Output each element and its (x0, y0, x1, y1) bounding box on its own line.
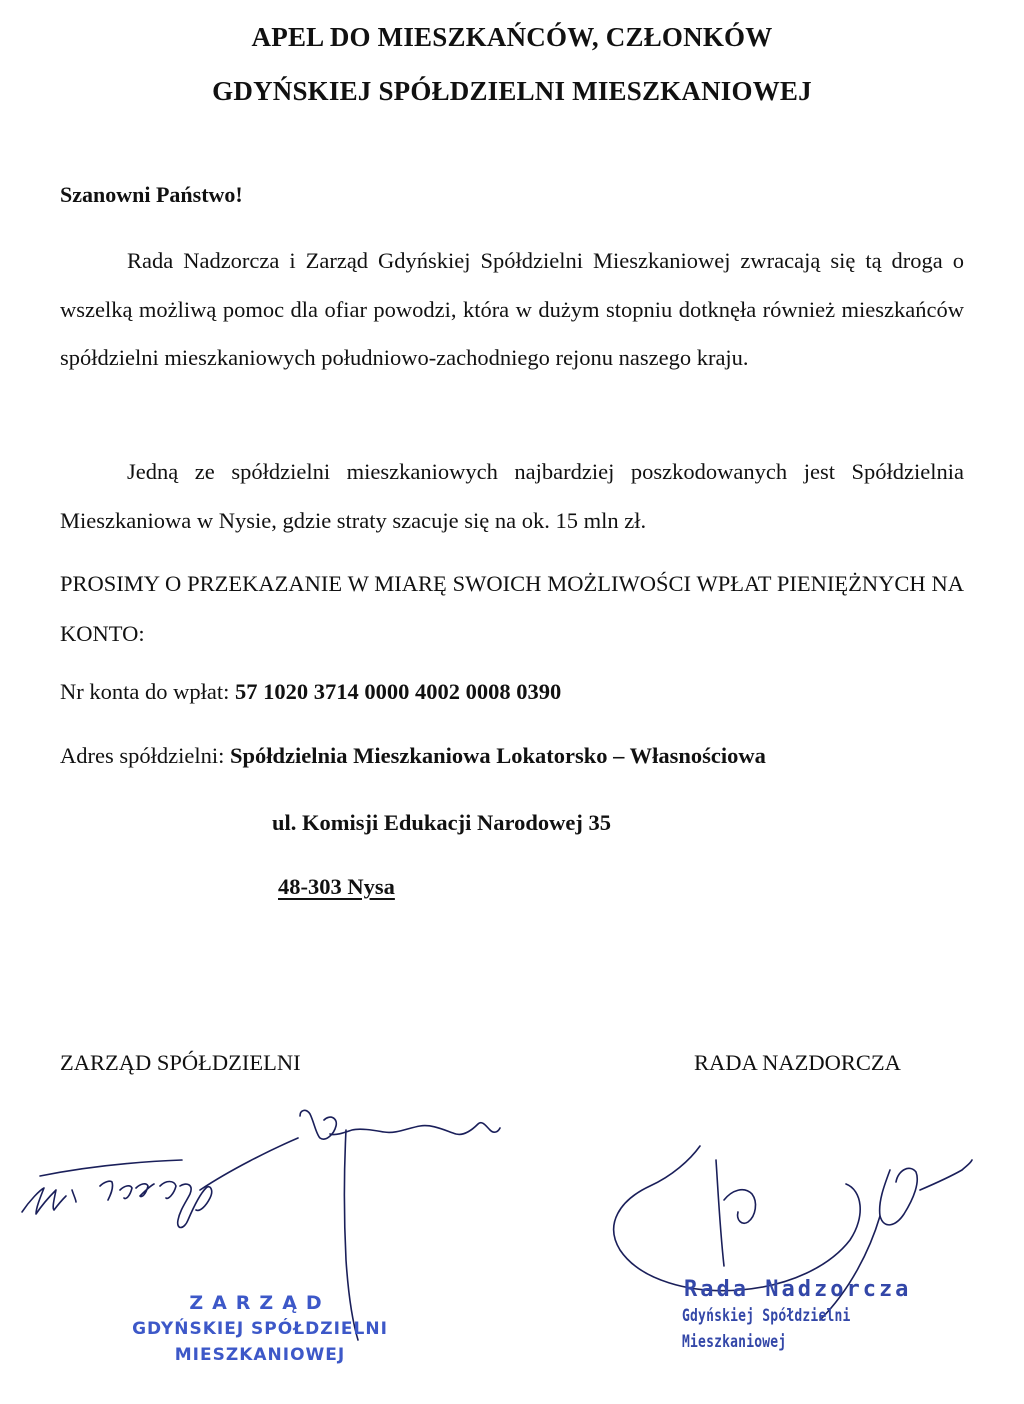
stamp-council-line2: Gdyńskiej Spółdzielni Mieszkaniowej (682, 1306, 851, 1353)
signature-board-2c (200, 1138, 298, 1190)
stamp-board-line3: MIESZKANIOWEJ (174, 1345, 346, 1365)
signature-council-2 (880, 1160, 972, 1225)
address-name: Spółdzielnia Mieszkaniowa Lokatorsko – Własnościowa (229, 743, 766, 768)
address-street: ul. Komisji Edukacji Narodowej 35 (272, 810, 611, 835)
signature-board-1c (40, 1160, 182, 1176)
title-line-1: APEL DO MIESZKAŃCÓW, CZŁONKÓW (251, 22, 773, 52)
account-number: 57 1020 3714 0000 4002 0008 0390 (234, 679, 562, 704)
signature-council-1 (614, 1146, 861, 1291)
address-label: Adres spółdzielni: (60, 743, 225, 768)
signature-board-1 (22, 1188, 76, 1214)
address-line (60, 743, 766, 769)
signature-label-council: RADA NAZDORCZA (694, 1050, 901, 1075)
paragraph-appeal: Rada Nadzorcza i Zarząd Gdyńskiej Spółdzielni Mieszkaniowej zwracają się tą droga o wszelką możliwą pomoc dla ofiar powodzi, która w dużym stopniu dotknęła również mieszkańców spółdzielni mieszkaniowych południowo-zachodniego rejonu naszego kraju. (60, 248, 964, 370)
account-label: Nr konta do wpłat: (60, 679, 230, 704)
signature-board-1b (100, 1181, 212, 1227)
stamp-board-line1: ZARZĄD (189, 1292, 331, 1314)
account-line (60, 679, 561, 705)
stamp-council (676, 1276, 956, 1353)
request-text: PROSIMY O PRZEKAZANIE W MIARĘ SWOICH MOŻLIWOŚCI WPŁAT PIENIĘŻNYCH NA KONTO: (60, 571, 964, 646)
signature-board-2 (300, 1110, 500, 1139)
stamp-council-line1: Rada Nadzorcza (684, 1277, 912, 1302)
signature-council-1b (716, 1160, 755, 1266)
title-line-2: GDYŃSKIEJ SPÓŁDZIELNI MIESZKANIOWEJ (212, 76, 812, 106)
paragraph-nysa: Jedną ze spółdzielni mieszkaniowych najbardziej poszkodowanych jest Spółdzielnia Mieszkaniowa w Nysie, gdzie straty szacuje się na ok. 15 mln zł. (60, 459, 964, 533)
salutation: Szanowni Państwo! (60, 182, 243, 207)
stamp-board (100, 1290, 420, 1368)
stamp-board-line2: GDYŃSKIEJ SPÓŁDZIELNI (132, 1319, 388, 1339)
signature-label-board: ZARZĄD SPÓŁDZIELNI (60, 1050, 301, 1075)
address-city: 48-303 Nysa (278, 874, 395, 899)
